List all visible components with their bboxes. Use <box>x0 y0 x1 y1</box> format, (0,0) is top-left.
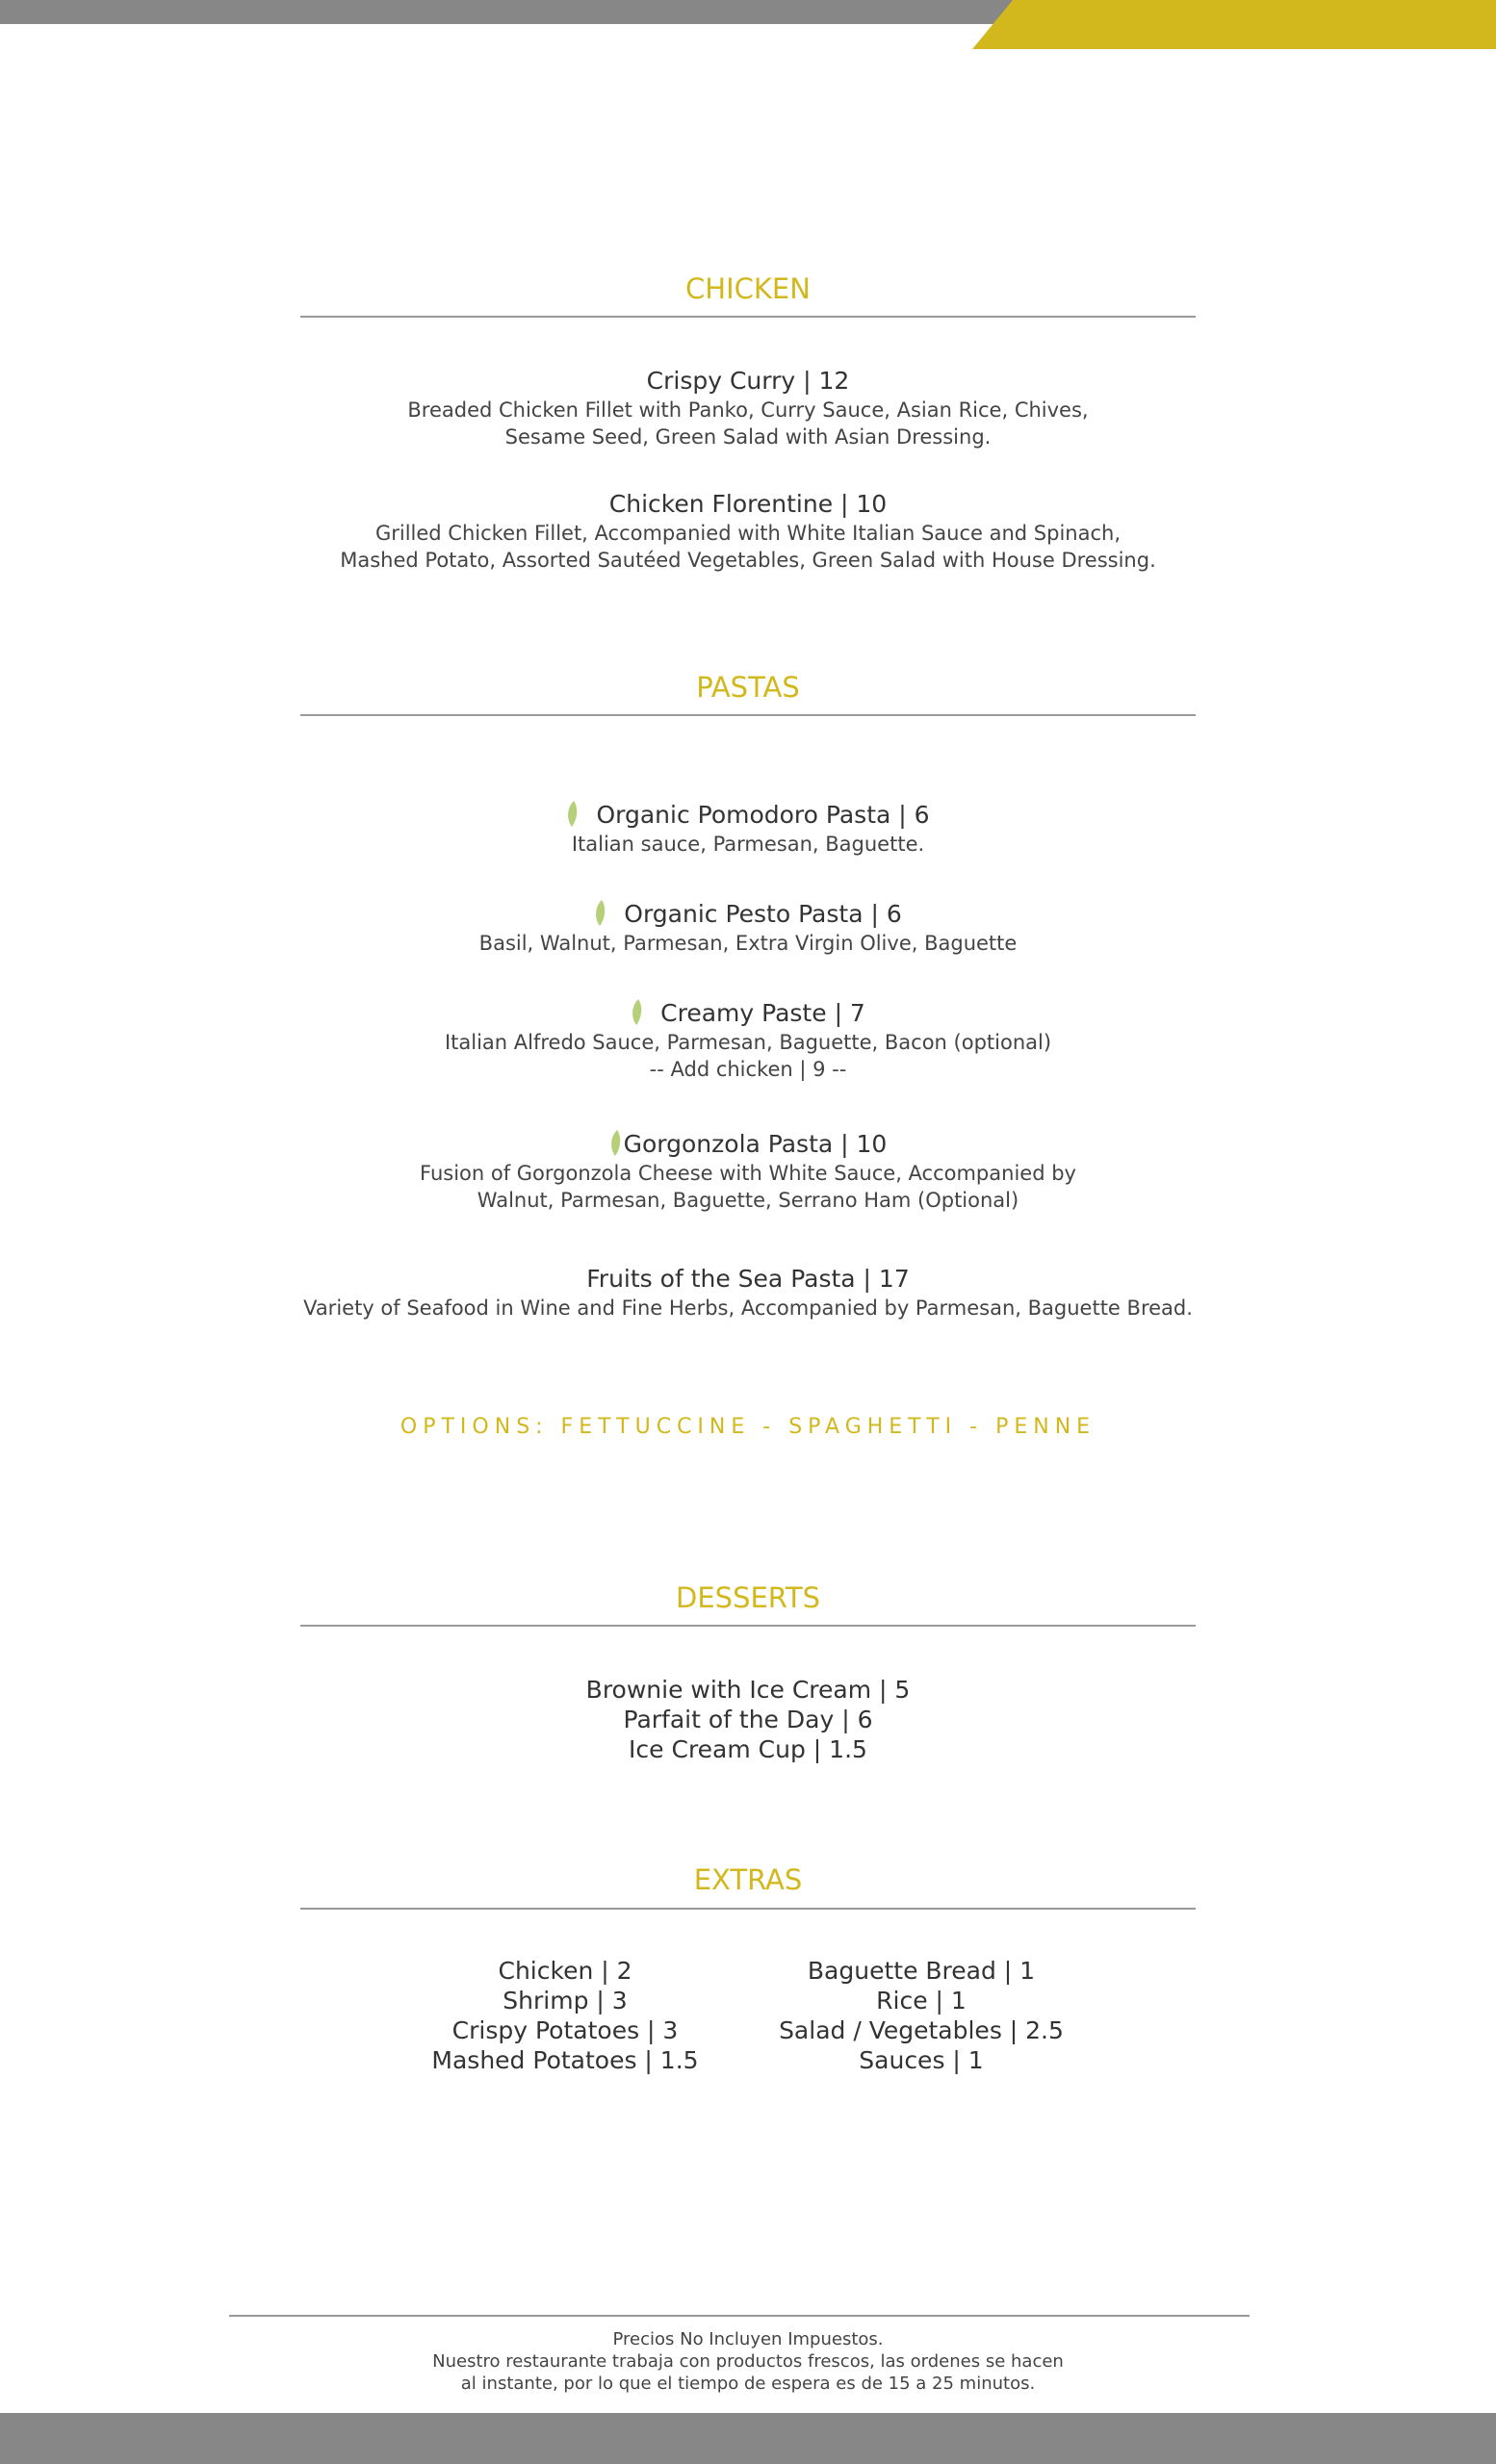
footer-divider <box>229 2315 1250 2317</box>
footer-line: al instante, por lo que el tiempo de espera es de 15 a 25 minutos. <box>460 2374 1036 2394</box>
section-title-chicken: CHICKEN <box>685 272 811 305</box>
list-item: Shrimp | 3 <box>503 1987 628 2015</box>
top-accent-stripe <box>972 0 1496 49</box>
leaf-icon <box>594 899 606 928</box>
list-item: Rice | 1 <box>876 1987 967 2015</box>
menu-item <box>0 899 1496 957</box>
footer-line: Nuestro restaurante trabaja con productos frescos, las ordenes se hacen <box>432 2351 1064 2372</box>
section-title-desserts: DESSERTS <box>676 1581 820 1614</box>
list-item: Mashed Potatoes | 1.5 <box>431 2046 699 2074</box>
bottom-bar <box>0 2413 1496 2464</box>
section-title-extras: EXTRAS <box>693 1863 803 1896</box>
list-item: Ice Cream Cup | 1.5 <box>629 1735 867 1763</box>
pasta-options: OPTIONS: FETTUCCINE - SPAGHETTI - PENNE <box>400 1415 1096 1439</box>
extras-list-right <box>729 1956 1114 2075</box>
item-name: Fruits of the Sea Pasta | 17 <box>586 1265 910 1293</box>
menu-item <box>0 489 1496 574</box>
item-name: Creamy Paste | 7 <box>660 999 865 1027</box>
menu-item <box>0 1264 1496 1322</box>
leaf-icon <box>566 800 579 829</box>
item-description: Basil, Walnut, Parmesan, Extra Virgin Olive, Baguette <box>478 932 1018 955</box>
menu-item <box>0 1129 1496 1214</box>
extras-list-left <box>373 1956 758 2075</box>
list-item: Salad / Vegetables | 2.5 <box>779 2016 1064 2044</box>
footer-line: Precios No Incluyen Impuestos. <box>612 2329 884 2349</box>
desserts-list <box>0 1675 1496 1764</box>
leaf-icon <box>609 1129 622 1158</box>
list-item: Crispy Potatoes | 3 <box>451 2016 679 2044</box>
menu-item <box>0 998 1496 1083</box>
item-description: Variety of Seafood in Wine and Fine Herbs, Accompanied by Parmesan, Baguette Bread. <box>303 1296 1193 1320</box>
item-description: Mashed Potato, Assorted Sautéed Vegetables, Green Salad with House Dressing. <box>340 549 1156 572</box>
menu-item <box>0 366 1496 450</box>
list-item: Brownie with Ice Cream | 5 <box>585 1676 911 1704</box>
item-description: Fusion of Gorgonzola Cheese with White Sauce, Accompanied by <box>420 1162 1076 1185</box>
footer-note <box>0 2328 1496 2395</box>
section-divider <box>300 316 1196 318</box>
item-name: Gorgonzola Pasta | 10 <box>623 1130 888 1158</box>
item-description: Grilled Chicken Fillet, Accompanied with White Italian Sauce and Spinach, <box>374 522 1122 545</box>
list-item: Chicken | 2 <box>498 1957 632 1985</box>
item-description: Walnut, Parmesan, Baguette, Serrano Ham (Optional) <box>477 1189 1019 1212</box>
item-name: Organic Pesto Pasta | 6 <box>624 900 902 928</box>
item-name: Chicken Florentine | 10 <box>608 490 888 518</box>
section-divider <box>300 714 1196 716</box>
menu-item <box>0 800 1496 858</box>
section-divider <box>300 1625 1196 1627</box>
section-title-pastas: PASTAS <box>696 671 800 704</box>
item-description: Breaded Chicken Fillet with Panko, Curry Sauce, Asian Rice, Chives, <box>407 398 1089 422</box>
leaf-icon <box>631 998 643 1027</box>
item-description: Italian sauce, Parmesan, Baguette. <box>571 833 925 856</box>
item-description: Italian Alfredo Sauce, Parmesan, Baguette, Bacon (optional) <box>444 1031 1052 1054</box>
list-item: Baguette Bread | 1 <box>807 1957 1036 1985</box>
list-item: Sauces | 1 <box>859 2046 984 2074</box>
item-name: Organic Pomodoro Pasta | 6 <box>596 801 930 829</box>
item-name: Crispy Curry | 12 <box>646 367 850 395</box>
item-description: -- Add chicken | 9 -- <box>649 1058 847 1081</box>
list-item: Parfait of the Day | 6 <box>623 1706 873 1733</box>
item-description: Sesame Seed, Green Salad with Asian Dressing. <box>504 425 992 449</box>
section-divider <box>300 1908 1196 1910</box>
